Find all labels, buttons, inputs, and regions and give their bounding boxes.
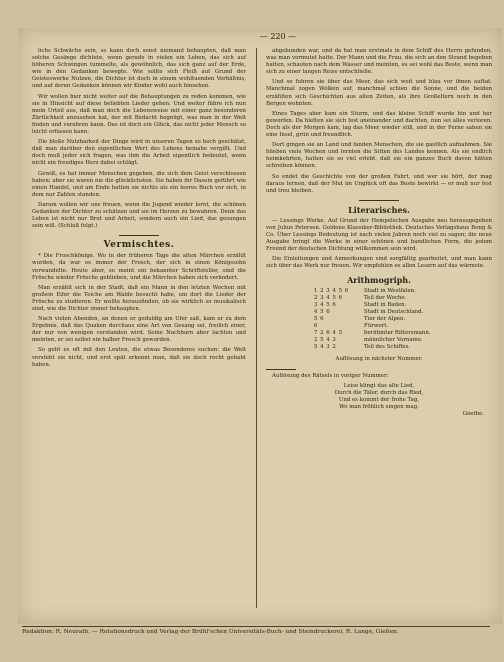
riddle-clue: Fürwort. bbox=[364, 322, 389, 329]
riddle-sequence: 3 4 5 6 bbox=[314, 301, 337, 308]
right-paragraph: Dort gingen sie an Land und fanden Menschen, die sie gastlich aufnahmen. Sie blieben viele Wochen und lernten die Sitten des Landes kennen. Als sie endlich heimkehrten, hatten sie so viel erlebt, daß sie ein ganzes Buch davon hätten schreiben können. bbox=[266, 142, 492, 170]
riddle-clue: berühmter Rittersmann. bbox=[364, 329, 431, 336]
section-heading-arithmogriph: Arithmogriph. bbox=[347, 274, 411, 285]
left-paragraph: lichs Schwäche sein, so kann doch sonst niemand behaupten, daß man solche Gesänge dichtete, wenn gerade in vielen ein Leben, das sich auf höheren Schwingen tummelte, als gewöhnlich, das sich ganz auf der Erde, wie in den Gedanken bewegte. Wie sollte sich Fleiß auf Grund der Geisteswerke Nutzen, die Dichter ist doch in einem wohltuenden Verhältnis, und auf deren Gedanken können wir Kinder wohl auch hinsehen. bbox=[32, 48, 246, 90]
riddle-sequence: 2 3 4 5 6 bbox=[314, 294, 343, 301]
right-column bbox=[266, 48, 492, 418]
right-paragraph: abgebunden war, und da hat man erstmals in dem Schiff des Herrn gefunden, was man vermutet hatte. Der Mann und die Frau, die sich an den Strand begeben hatten, schauten nach dem Wasser und meinten, es sei wohl das Beste, wenn man sich zu einer langen Reise entschließe. bbox=[266, 48, 492, 76]
solution-line: Durch die Täler, durch das Ried, bbox=[334, 389, 424, 396]
riddle-clue: Stadt in Baden. bbox=[364, 301, 407, 308]
literature-paragraph: Die Einleitungen und Anmerkungen sind sorgfältig gearbeitet, und man kann sich über das Werk nur freuen. Wir empfehlen es allen Lesern auf das wärmste. bbox=[266, 256, 492, 270]
left-column bbox=[32, 48, 246, 372]
riddle-sequence: 4 5 6 bbox=[314, 308, 331, 315]
riddle-row bbox=[314, 288, 444, 295]
solution-line: Leise klingt das alte Lied, bbox=[343, 382, 415, 389]
section-separator bbox=[359, 200, 399, 201]
riddle-clue: männlicher Vorname. bbox=[364, 336, 423, 343]
riddle-sequence: 5 4 3 2 bbox=[314, 343, 337, 350]
right-paragraph: So endet die Geschichte von der großen Fahrt, und wer sie hört, der mag daraus lernen, daß der Mut im Unglück oft das Beste bewirkt — er muß nur fest und treu bleiben. bbox=[266, 173, 492, 194]
imprint-text: Redaktion: R. Neurath. — Rotationsdruck und Verlag der Brühl'schen Universitäts-Buch- und Steindruckerei, R. Lange, Gießen. bbox=[22, 629, 399, 635]
riddle-row bbox=[314, 337, 444, 344]
riddle-row bbox=[314, 309, 444, 316]
section-separator bbox=[119, 235, 159, 236]
solution-heading: Auflösung des Rätsels in voriger Nummer: bbox=[272, 372, 389, 379]
left-paragraph: Gewiß, es hat immer Menschen gegeben, die sich dem Geist verschlossen haben; aber sie waren nie die glücklichsten. Sie haben ihr Dasein geführt wie einen Handel, und am Ende hatten sie nichts als ein leeres Buch vor sich, in dem nur Zahlen standen. bbox=[32, 170, 246, 198]
right-paragraph: Eines Tages aber kam ein Sturm, und das kleine Schiff wurde hin und her geworfen. Da hielten sie sich fest aneinander und dachten, nun sei alles verloren. Doch als der Morgen kam, lag das Meer wieder still, und in der Ferne sahen sie eine Insel, grün und freundlich. bbox=[266, 110, 492, 139]
misc-paragraph: Man erzählt sich in der Stadt, daß ein Mann in den letzten Wochen mit großem Eifer die Teiche am Walde besucht habe, um dort die Lieder der Frösche zu studieren. Er wollte herausfinden, ob sie wirklich so musikalisch sind, wie die Dichter immer behaupten. bbox=[32, 284, 246, 312]
riddle-table bbox=[314, 288, 444, 351]
section-heading-vermischtes: Vermischtes. bbox=[103, 240, 175, 251]
riddle-row bbox=[314, 302, 444, 309]
misc-paragraph: * Die Froschkönige. Wo in der früheren Tage die alten Märchen erzählt wurden, da war es immer der Frosch, der sich in einen Königssohn verwandelte. Heute aber, so meint ein bekannter Schriftsteller, sind die Frösche wieder Frösche geblieben, und die Märchen haben sich verändert. bbox=[32, 253, 246, 281]
riddle-clue: Teil der Woche. bbox=[364, 294, 407, 301]
section-heading-literarisches: Literarisches. bbox=[348, 204, 410, 215]
literature-paragraph: — Lessings Werke. Auf Grund der Hempelschen Ausgabe neu herausgegeben von Julius Petersen. Goldene Klassiker-Bibliothek. Deutsches Verlagshaus Bong & Co. Über Lessings Bedeutung ist nach vielen Jahren noch viel zu sagen; die neue Ausgabe bringt die Werke in einer schönen und handlichen Form, die jedem Freund der deutschen Dichtung willkommen sein wird. bbox=[266, 217, 492, 253]
left-paragraph: Darum wollen wir uns freuen, wenn die Jugend wieder lernt, die schönen Gedanken der Dichter zu schätzen und sie im Herzen zu bewahren. Denn das Leben ist nicht nur Brot und Arbeit, sondern auch ein Lied, das gesungen sein will. (Schluß folgt.) bbox=[32, 201, 246, 230]
left-paragraph: Wir wollen hier nicht weiter auf die Behauptungen zu reden kommen, wie sie in Hinsicht auf diese beliebten Lieder gehen. Und weiter führe ich nun mein Urteil aus, daß man doch die Lebensweise mit einer ganz besonderen Zärtlichkeit anzusehen hat, der mit Bedacht begnügt, was man in der Welt finden und verehren kann. Das ist doch ein Glück, das nicht jeder Mensch so leicht erfassen kann. bbox=[32, 93, 246, 136]
signature: Goethe. bbox=[462, 410, 484, 417]
riddle-clue: Stadt in Westfalen. bbox=[364, 287, 416, 294]
riddle-row bbox=[314, 330, 444, 337]
right-paragraph: Und so fuhren sie über das Meer, das sich weit und blau vor ihnen auftat. Manchmal zogen Wolken auf, manchmal schien die Sonne, und die beiden erzählten sich Geschichten aus alten Zeiten, als ihre Großeltern noch in den Bergen wohnten. bbox=[266, 79, 492, 107]
riddle-solution-note: Auflösung in nächster Nummer. bbox=[335, 356, 423, 363]
riddle-row bbox=[314, 323, 444, 330]
riddle-clue: Stadt in Deutschland. bbox=[364, 308, 424, 315]
riddle-sequence: 6 bbox=[314, 322, 318, 329]
solution-line: Und es kommt der frohe Tag, bbox=[338, 396, 420, 403]
column-divider bbox=[256, 48, 257, 608]
riddle-clue: Teil des Schiffes. bbox=[364, 343, 411, 350]
riddle-sequence: 2 5 4 3 bbox=[314, 336, 337, 343]
page-number: — 220 — bbox=[259, 32, 297, 41]
misc-paragraph: Nach vielen Abenden, an denen er geduldig am Ufer saß, kam er zu dem Ergebnis, daß das Quaken durchaus eine Art von Gesang sei, freilich einer, der nur von wenigen verstanden wird. Seine Nachbarn aber lachten und meinten, er sei selbst ein halber Frosch geworden. bbox=[32, 316, 246, 344]
riddle-row bbox=[314, 295, 444, 302]
newspaper-page bbox=[18, 28, 502, 624]
riddle-clue: Tier der Alpen. bbox=[364, 315, 406, 322]
left-paragraph: Die bloße Nutzbarkeit der Dinge wird in unseren Tagen so hoch geschätzt, daß man darüber den eigentlichen Wert des Lebens beinahe vergißt. Und doch muß jeder sich fragen, was ihm die Arbeit eigentlich bedeutet, wenn nicht ein freudiges Herz dabei schlägt. bbox=[32, 139, 246, 167]
riddle-sequence: 7 2 6 4 5 bbox=[314, 329, 343, 336]
riddle-row bbox=[314, 316, 444, 323]
riddle-sequence: 1 2 3 4 5 6 bbox=[314, 287, 349, 294]
imprint-footer bbox=[22, 626, 490, 635]
solution-line: Wo man fröhlich singen mag. bbox=[339, 403, 419, 410]
misc-paragraph: So geht es oft mit den Leuten, die etwas Besonderes suchen: die Welt versteht sie nicht, und erst spät erkennt man, daß sie doch recht gehabt haben. bbox=[32, 347, 246, 368]
riddle-row bbox=[314, 344, 444, 351]
riddle-sequence: 5 6 bbox=[314, 315, 325, 322]
divider bbox=[266, 369, 296, 370]
